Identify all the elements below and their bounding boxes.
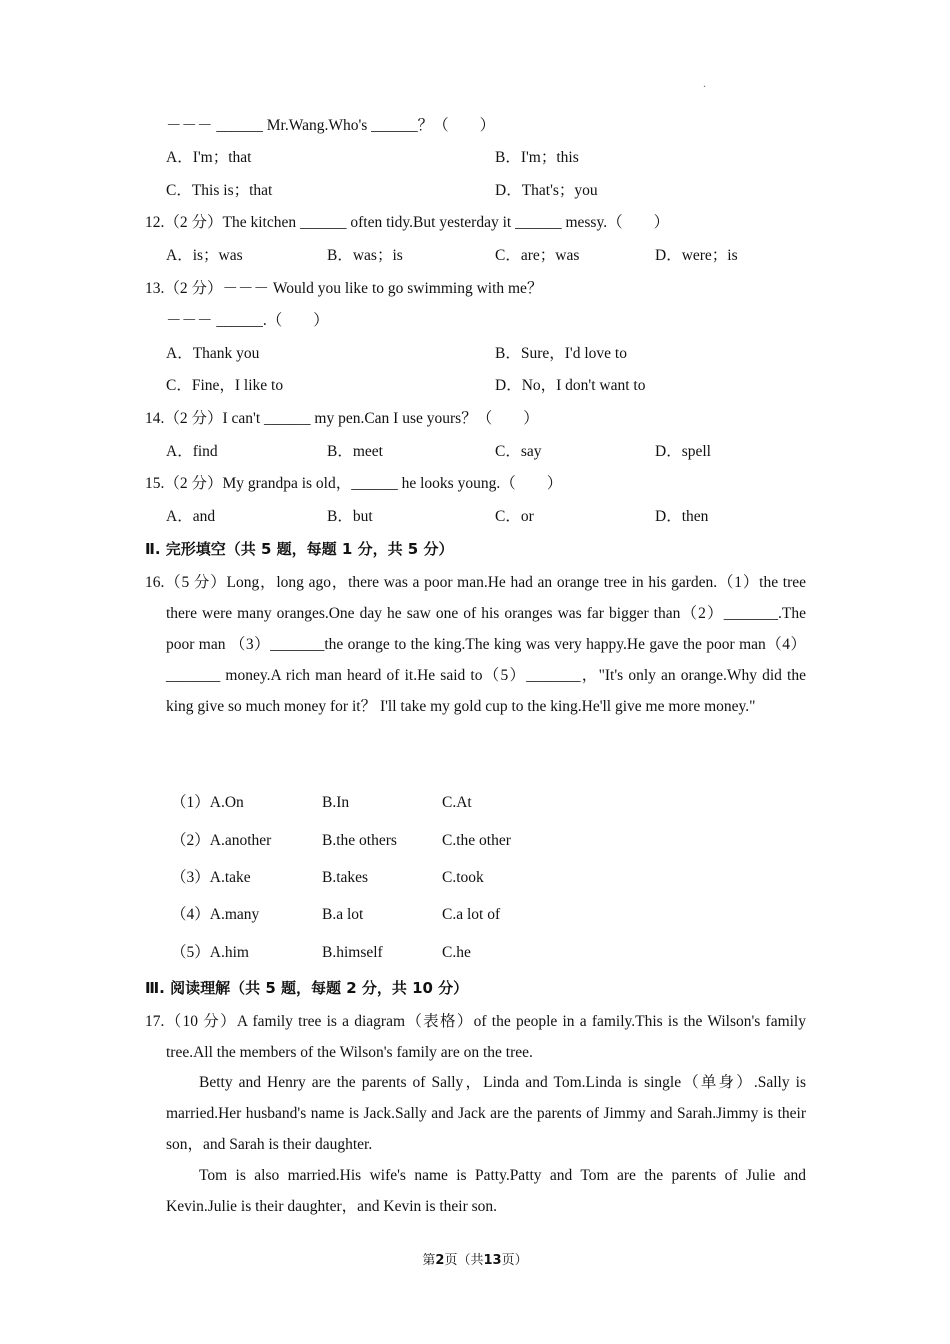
q16-choice-1-c: C.At — [442, 794, 472, 811]
q16-choice-2-b: B.the others — [322, 832, 397, 849]
q16-passage: 16.（5 分）Long，long ago，there was a poor man.He had an orange tree in his garden.（1）the tree there were many oranges.One day he saw one of his oranges was far bigger than（2）_______.The poor man （3）_______the orange to the king.The king was very happy.He gave the poor man（4）_______ money.A rich man heard of it.He said to（5）_______，"It's only an orange.Why did the king give so much money for it？ I'll take my gold cup to the king.He'll give me more money." — [145, 574, 806, 715]
q13-option-c: C．Fine，I like to — [166, 377, 284, 394]
q16-choice-2-c: C.the other — [442, 832, 511, 849]
q15-option-c: C．or — [495, 508, 534, 525]
q17-paragraph-2: Tom is also married.His wife's name is Patty.Patty and Tom are the parents of Julie and Kevin.Julie is their daughter，and Kevin is their son. — [166, 1167, 806, 1215]
q15-stem: 15.（2 分）My grandpa is old，______ he looks young.（ ） — [145, 475, 563, 492]
q16-choice-1-a: （1）A.On — [171, 794, 244, 811]
q15-option-d: D．then — [655, 508, 709, 525]
q14-stem: 14.（2 分）I can't ______ my pen.Can I use yours？（ ） — [145, 410, 539, 427]
q16-choice-3-c: C.took — [442, 869, 484, 886]
q12-stem: 12.（2 分）The kitchen ______ often tidy.But yesterday it ______ messy.（ ） — [145, 214, 670, 231]
q16-choice-4-c: C.a lot of — [442, 906, 501, 923]
q15-option-a: A．and — [166, 508, 216, 525]
q14-option-d: D．spell — [655, 443, 711, 460]
q16-choice-1-b: B.In — [322, 794, 350, 811]
q16-choice-4-a: （4）A.many — [171, 906, 260, 923]
q16-choice-3-a: （3）A.take — [171, 869, 251, 886]
q11-dialog: －－－ ______ Mr.Wang.Who's ______？（ ） — [166, 117, 496, 134]
q13-option-b: B．Sure，I'd love to — [495, 345, 627, 362]
q12-option-b: B．was；is — [327, 247, 403, 264]
q14-option-a: A．find — [166, 443, 218, 460]
footer-page-number: 2 — [435, 1253, 445, 1268]
q11-option-b: B．I'm；this — [495, 149, 579, 166]
q13-option-a: A．Thank you — [166, 345, 260, 362]
q11-option-a: A．I'm；that — [166, 149, 252, 166]
footer-mid: 页（共 — [444, 1253, 484, 1268]
footer-pre: 第 — [422, 1253, 436, 1268]
section-3-title: Ⅲ. 阅读理解（共 5 题，每题 2 分，共 10 分） — [145, 979, 469, 997]
section-2-title: Ⅱ. 完形填空（共 5 题，每题 1 分，共 5 分） — [145, 540, 454, 558]
q13-dialog: －－－ ______.（ ） — [166, 312, 329, 329]
q16-choice-5-a: （5）A.him — [171, 944, 249, 961]
q13-stem: 13.（2 分）－－－ Would you like to go swimming with me？ — [145, 280, 543, 297]
q14-option-c: C．say — [495, 443, 542, 460]
q16-choice-5-c: C.he — [442, 944, 471, 961]
q17-paragraph-1: Betty and Henry are the parents of Sally，Linda and Tom.Linda is single（单身）.Sally is married.Her husband's name is Jack.Sally and Jack are the parents of Jimmy and Sarah.Jimmy is their son，and Sarah is their daughter. — [166, 1074, 806, 1153]
footer-post: 页） — [501, 1253, 528, 1268]
q13-option-d: D．No，I don't want to — [495, 377, 646, 394]
q11-option-c: C．This is；that — [166, 182, 273, 199]
q17-intro: 17.（10 分）A family tree is a diagram（表格）of the people in a family.This is the Wilson's family tree.All the members of the Wilson's family are on the tree. — [145, 1013, 806, 1061]
q15-option-b: B．but — [327, 508, 373, 525]
q11-option-d: D．That's；you — [495, 182, 598, 199]
page-footer — [0, 1249, 950, 1268]
q16-choice-3-b: B.takes — [322, 869, 369, 886]
q12-option-c: C．are；was — [495, 247, 580, 264]
q16-choice-2-a: （2）A.another — [171, 832, 272, 849]
footer-total-pages: 13 — [483, 1253, 502, 1268]
q12-option-a: A．is；was — [166, 247, 243, 264]
q16-choice-5-b: B.himself — [322, 944, 383, 961]
header-mark: . — [703, 76, 706, 90]
q16-choice-4-b: B.a lot — [322, 906, 364, 923]
q14-option-b: B．meet — [327, 443, 383, 460]
q12-option-d: D．were；is — [655, 247, 738, 264]
